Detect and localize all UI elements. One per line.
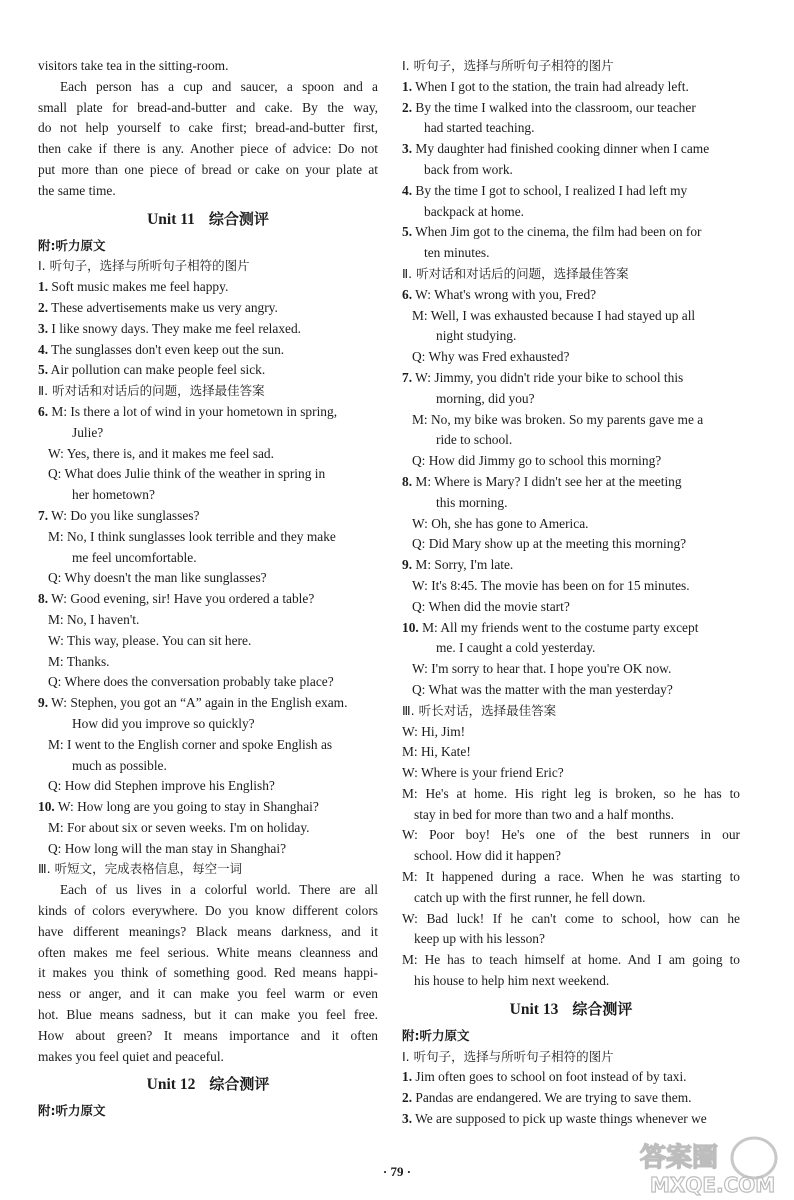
- section-instruction: [38, 859, 378, 880]
- line-text: Q: How long will the man stay in Shanghai?: [48, 840, 287, 856]
- line-text: W: How long are you going to stay in Shanghai?: [57, 799, 319, 815]
- item-number: 7.: [38, 507, 49, 523]
- section-instruction: [402, 264, 740, 285]
- line-text: Soft music makes me feel happy.: [51, 279, 229, 295]
- line-text: W: Stephen, you got an “A” again in the English exam.: [51, 695, 348, 711]
- text-line: [402, 825, 740, 846]
- text-line: [38, 984, 378, 1005]
- item-number: 3.: [402, 1111, 413, 1127]
- line-text: M: For about six or seven weeks. I'm on holiday.: [48, 819, 310, 835]
- line-text: How did you improve so quickly?: [72, 715, 255, 731]
- numbered-item: [402, 1088, 740, 1109]
- text-line: [402, 493, 740, 514]
- line-text: W: I'm sorry to hear that. I hope you're OK now.: [412, 661, 672, 677]
- item-number: 3.: [402, 141, 413, 157]
- line-text: M: No, I haven't.: [48, 611, 140, 627]
- line-text: M: No, I think sunglasses look terrible and they make: [48, 528, 336, 544]
- line-text: Q: How did Jimmy go to school this morning?: [412, 453, 662, 469]
- numbered-item: [402, 77, 740, 98]
- line-text: M: Thanks.: [48, 653, 110, 669]
- text-line: [402, 680, 740, 701]
- text-line: [38, 423, 378, 444]
- line-text: Q: What was the matter with the man yesterday?: [412, 681, 673, 697]
- text-line: [38, 756, 378, 777]
- line-text: do not help yourself to cake first; bread-and-butter first,: [38, 120, 378, 136]
- line-text: morning, did you?: [436, 390, 535, 406]
- line-text: Ⅰ. 听句子，选择与所听句子相符的图片: [402, 58, 614, 73]
- numbered-item: [38, 360, 378, 381]
- line-text: M: Where is Mary? I didn't see her at the meeting: [415, 473, 682, 489]
- text-line: [402, 430, 740, 451]
- line-text: Ⅱ. 听对话和对话后的问题，选择最佳答案: [38, 383, 265, 399]
- line-text: My daughter had finished cooking dinner when I came: [415, 141, 710, 157]
- line-text: W: Oh, she has gone to America.: [412, 515, 589, 531]
- line-text: W: Poor boy! He's one of the best runners in our: [402, 827, 740, 843]
- text-line: [38, 735, 378, 756]
- line-text: Jim often goes to school on foot instead of by taxi.: [415, 1069, 687, 1085]
- left-column: [38, 56, 378, 1122]
- line-text: 附:听力原文: [402, 1027, 470, 1043]
- line-text: his house to help him next weekend.: [414, 973, 610, 989]
- unit-subtitle: 综合测评: [208, 209, 269, 228]
- text-line: [38, 672, 378, 693]
- item-number: 1.: [402, 1069, 413, 1085]
- numbered-item: [38, 589, 378, 610]
- text-line: [402, 597, 740, 618]
- line-text: 附:听力原文: [38, 237, 106, 253]
- text-line: [38, 652, 378, 673]
- line-text: W: Jimmy, you didn't ride your bike to school this: [415, 369, 684, 385]
- text-line: [402, 763, 740, 784]
- line-text: small plate for bread-and-butter and cake. By the way,: [38, 99, 378, 115]
- text-line: [38, 568, 378, 589]
- text-line: [402, 888, 740, 909]
- line-text: ten minutes.: [424, 245, 490, 261]
- numbered-item: [402, 1109, 740, 1130]
- section-header: [402, 1026, 740, 1047]
- line-text: Q: Why was Fred exhausted?: [412, 349, 570, 365]
- numbered-item: [402, 98, 740, 119]
- numbered-item: [38, 298, 378, 319]
- line-text: We are supposed to pick up waste things whenever we: [415, 1111, 707, 1127]
- line-text: W: It's 8:45. The movie has been on for 15 minutes.: [412, 577, 690, 593]
- line-text: night studying.: [436, 328, 517, 344]
- text-line: [402, 867, 740, 888]
- text-line: [402, 347, 740, 368]
- unit-label: Unit 13: [509, 1000, 559, 1018]
- item-number: 4.: [38, 341, 49, 357]
- line-text: keep up with his lesson?: [414, 931, 545, 947]
- text-line: [402, 243, 740, 264]
- line-text: W: Where is your friend Eric?: [402, 765, 564, 781]
- item-number: 8.: [38, 591, 49, 607]
- numbered-item: [402, 181, 740, 202]
- text-line: [38, 880, 378, 901]
- line-text: me feel uncomfortable.: [72, 549, 197, 565]
- text-line: [38, 98, 378, 119]
- item-number: 10.: [402, 619, 419, 635]
- line-text: visitors take tea in the sitting-room.: [38, 58, 229, 73]
- line-text: ride to school.: [436, 432, 513, 448]
- line-text: W: Do you like sunglasses?: [51, 507, 200, 523]
- line-text: M: He's at home. His right leg is broken, so he has to: [402, 785, 740, 801]
- numbered-item: [38, 277, 378, 298]
- numbered-item: [38, 693, 378, 714]
- numbered-item: [38, 402, 378, 423]
- line-text: These advertisements make us very angry.: [51, 299, 278, 315]
- text-line: [38, 485, 378, 506]
- unit-title: [38, 1067, 378, 1101]
- line-text: makes you feel quiet and peaceful.: [38, 1048, 224, 1064]
- item-number: 6.: [402, 286, 413, 302]
- line-text: Ⅰ. 听句子，选择与所听句子相符的图片: [38, 258, 250, 274]
- line-text: have different meanings? Black means darkness, and it: [38, 923, 378, 939]
- line-text: Julie?: [72, 424, 104, 440]
- line-text: Q: When did the movie start?: [412, 598, 570, 614]
- page-number: · 79 ·: [382, 1164, 412, 1179]
- line-text: When Jim got to the cinema, the film had been on for: [415, 224, 702, 240]
- text-line: [402, 722, 740, 743]
- line-text: Q: Did Mary show up at the meeting this morning?: [412, 536, 687, 552]
- line-text: M: Is there a lot of wind in your hometown in spring,: [51, 403, 338, 419]
- text-line: [38, 714, 378, 735]
- numbered-item: [402, 1067, 740, 1088]
- line-text: stay in bed for more than two and a half months.: [414, 806, 674, 822]
- section-header: [38, 1101, 378, 1122]
- section-instruction: [402, 56, 740, 77]
- numbered-item: [38, 340, 378, 361]
- text-line: [38, 922, 378, 943]
- item-number: 1.: [38, 279, 49, 295]
- item-number: 2.: [402, 99, 413, 115]
- line-text: M: Well, I was exhausted because I had stayed up all: [412, 307, 696, 323]
- line-text: it makes you think of something good. Red means happi-: [38, 965, 378, 981]
- text-line: [38, 963, 378, 984]
- line-text: the same time.: [38, 182, 116, 198]
- line-text: When I got to the station, the train had already left.: [415, 78, 689, 94]
- text-line: [402, 451, 740, 472]
- line-text: Q: How did Stephen improve his English?: [48, 778, 275, 794]
- line-text: Air pollution can make people feel sick.: [50, 362, 266, 378]
- numbered-item: [402, 139, 740, 160]
- line-text: backpack at home.: [424, 203, 525, 219]
- line-text: Q: What does Julie think of the weather in spring in: [48, 466, 326, 482]
- line-text: kinds of colors everywhere. Do you know different colors: [38, 903, 378, 919]
- unit-title: [402, 992, 740, 1026]
- unit-subtitle: 综合测评: [209, 1075, 270, 1094]
- line-text: M: I went to the English corner and spoke English as: [48, 736, 333, 752]
- section-instruction: [38, 256, 378, 277]
- line-text: Ⅱ. 听对话和对话后的问题，选择最佳答案: [402, 265, 629, 281]
- item-number: 9.: [402, 557, 413, 573]
- line-text: Q: Where does the conversation probably take place?: [48, 674, 334, 690]
- text-line: [402, 784, 740, 805]
- line-text: ness or anger, and it can make you feel warm or even: [38, 986, 378, 1002]
- text-line: [38, 943, 378, 964]
- section-header: [38, 236, 378, 257]
- text-line: [38, 1005, 378, 1026]
- text-line: [402, 306, 740, 327]
- item-number: 2.: [38, 299, 49, 315]
- item-number: 10.: [38, 799, 55, 815]
- text-line: [38, 160, 378, 181]
- text-line: [402, 118, 740, 139]
- numbered-item: [402, 618, 740, 639]
- text-line: [38, 77, 378, 98]
- text-line: [402, 160, 740, 181]
- line-text: Q: Why doesn't the man like sunglasses?: [48, 570, 267, 586]
- text-line: [38, 527, 378, 548]
- text-line: [402, 576, 740, 597]
- text-line: [38, 1047, 378, 1068]
- text-line: [38, 901, 378, 922]
- item-number: 9.: [38, 695, 49, 711]
- unit-subtitle: 综合测评: [572, 999, 633, 1018]
- text-line: [38, 444, 378, 465]
- item-number: 5.: [38, 362, 49, 378]
- text-line: [38, 548, 378, 569]
- line-text: hot. Blue means sadness, but it can make you feel free.: [38, 1007, 378, 1023]
- text-line: [402, 971, 740, 992]
- section-instruction: [402, 701, 740, 722]
- line-text: Each of us lives in a colorful world. There are all: [60, 882, 378, 898]
- line-text: Ⅲ. 听短文，完成表格信息，每空一词: [38, 861, 243, 877]
- line-text: school. How did it happen?: [414, 848, 561, 864]
- item-number: 7.: [402, 369, 413, 385]
- numbered-item: [38, 506, 378, 527]
- item-number: 5.: [402, 224, 413, 240]
- line-text: often makes me feel serious. White means cleanness and: [38, 944, 378, 960]
- text-line: [38, 631, 378, 652]
- text-line: [38, 776, 378, 797]
- line-text: W: This way, please. You can sit here.: [48, 632, 252, 648]
- section-instruction: [402, 1047, 740, 1068]
- line-text: much as possible.: [72, 757, 167, 773]
- line-text: Ⅰ. 听句子，选择与所听句子相符的图片: [402, 1048, 614, 1064]
- line-text: M: He has to teach himself at home. And I am going to: [402, 952, 740, 968]
- line-text: W: What's wrong with you, Fred?: [415, 286, 597, 302]
- line-text: Pandas are endangered. We are trying to save them.: [415, 1090, 692, 1106]
- line-text: By the time I walked into the classroom, our teacher: [415, 99, 696, 115]
- text-line: [402, 389, 740, 410]
- numbered-item: [38, 319, 378, 340]
- text-line: [402, 659, 740, 680]
- line-text: By the time I got to school, I realized I had left my: [415, 182, 688, 198]
- line-text: M: Hi, Kate!: [402, 744, 471, 760]
- line-text: Ⅲ. 听长对话，选择最佳答案: [402, 702, 557, 718]
- text-line: [38, 464, 378, 485]
- line-text: back from work.: [424, 161, 513, 177]
- line-text: me. I caught a cold yesterday.: [436, 640, 596, 656]
- line-text: 附:听力原文: [38, 1103, 106, 1119]
- line-text: M: No, my bike was broken. So my parents gave me a: [412, 411, 704, 427]
- item-number: 8.: [402, 473, 413, 489]
- line-text: put more than one piece of bread or cake on your plate at: [38, 161, 378, 177]
- line-text: W: Bad luck! If he can't come to school, how can he: [402, 910, 740, 926]
- line-text: Each person has a cup and saucer, a spoon and a: [60, 78, 378, 94]
- line-text: How about green? It means importance and it often: [38, 1027, 378, 1043]
- watermark-icon: [636, 1132, 786, 1196]
- item-number: 1.: [402, 78, 413, 94]
- numbered-item: [402, 472, 740, 493]
- unit-label: Unit 12: [146, 1076, 196, 1094]
- line-text: W: Good evening, sir! Have you ordered a table?: [51, 591, 315, 607]
- numbered-item: [38, 797, 378, 818]
- line-text: W: Hi, Jim!: [402, 723, 466, 739]
- numbered-item: [402, 368, 740, 389]
- line-text: W: Yes, there is, and it makes me feel sad.: [48, 445, 274, 461]
- line-text: M: All my friends went to the costume party except: [422, 619, 699, 635]
- line-text: catch up with the first runner, he fell down.: [414, 889, 646, 905]
- line-text: M: Sorry, I'm late.: [415, 557, 514, 573]
- watermark-text: 答案圈: [640, 1143, 719, 1173]
- line-text: I like snowy days. They make me feel relaxed.: [51, 320, 302, 336]
- text-line: [402, 805, 740, 826]
- text-line: [402, 534, 740, 555]
- text-line: [402, 909, 740, 930]
- text-line: [38, 181, 378, 202]
- watermark-url: MXQE.COM: [650, 1173, 776, 1196]
- line-text: M: It happened during a race. When he was starting to: [402, 869, 740, 885]
- text-line: [38, 56, 378, 77]
- item-number: 2.: [402, 1090, 413, 1106]
- numbered-item: [402, 285, 740, 306]
- text-line: [402, 638, 740, 659]
- numbered-item: [402, 222, 740, 243]
- section-instruction: [38, 381, 378, 402]
- text-line: [38, 1026, 378, 1047]
- item-number: 6.: [38, 403, 49, 419]
- line-text: her hometown?: [72, 487, 155, 503]
- line-text: this morning.: [436, 494, 508, 510]
- line-text: then cake if there is any. Another piece of advice: Do not: [38, 141, 378, 157]
- unit-title: [38, 202, 378, 236]
- text-line: [402, 202, 740, 223]
- line-text: The sunglasses don't even keep out the sun.: [51, 341, 285, 357]
- line-text: had started teaching.: [424, 120, 535, 136]
- watermark-logo: [636, 1132, 786, 1196]
- right-column: [402, 56, 740, 1130]
- text-line: [402, 514, 740, 535]
- text-line: [402, 326, 740, 347]
- text-line: [38, 118, 378, 139]
- text-line: [402, 410, 740, 431]
- text-line: [402, 950, 740, 971]
- text-line: [38, 610, 378, 631]
- item-number: 4.: [402, 182, 413, 198]
- text-line: [38, 818, 378, 839]
- unit-label: Unit 11: [147, 210, 195, 228]
- text-line: [402, 929, 740, 950]
- numbered-item: [402, 555, 740, 576]
- text-line: [38, 839, 378, 860]
- text-line: [38, 139, 378, 160]
- text-line: [402, 742, 740, 763]
- text-line: [402, 846, 740, 867]
- item-number: 3.: [38, 320, 49, 336]
